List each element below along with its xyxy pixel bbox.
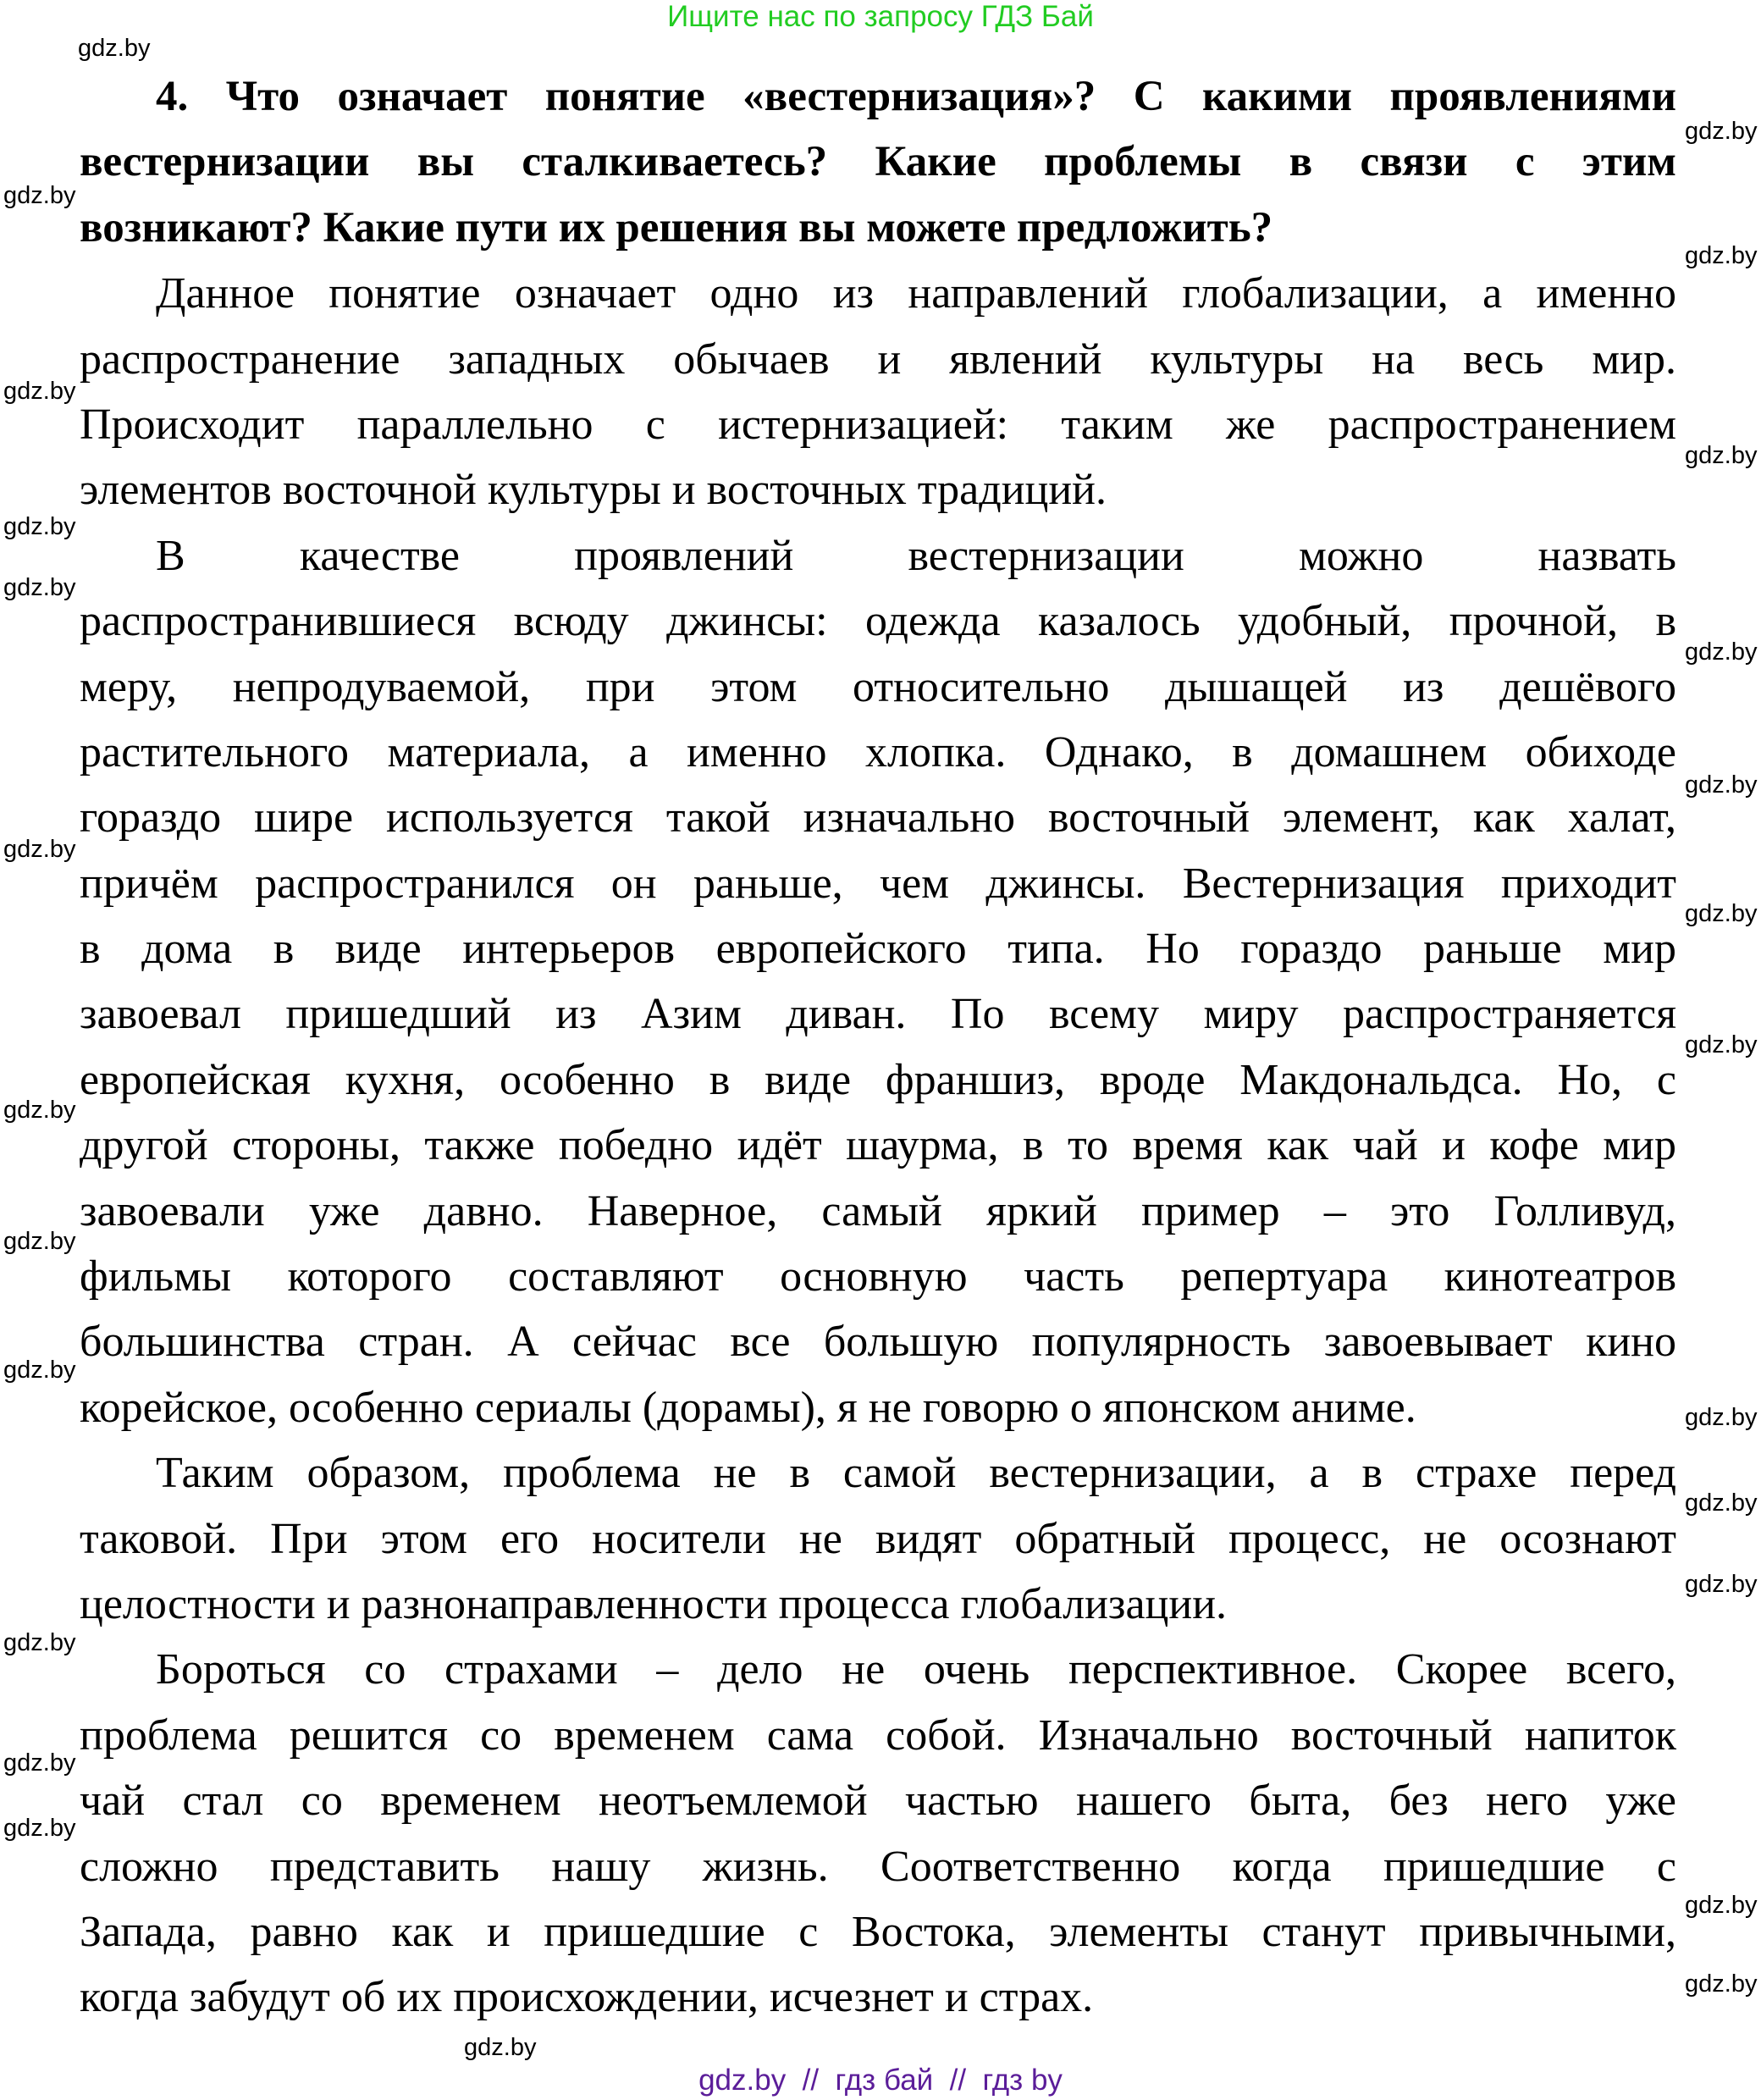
text-line: завоевали уже давно. Наверное, самый яркий пример – это Голливуд, <box>80 1186 1676 1235</box>
text-line: распространившиеся всюду джинсы: одежда казалось удобный, прочной, в <box>80 597 1676 646</box>
text-line: большинства стран. А сейчас все большую популярность завоевывает кино <box>80 1318 1676 1367</box>
text-line: таковой. При этом его носители не видят обратный процесс, не осознают <box>80 1514 1676 1563</box>
text-line: проблема решится со временем сама собой. Изначально восточный напиток <box>80 1710 1676 1760</box>
text-line: элементов восточной культуры и восточных традиций. <box>80 466 1107 515</box>
text-line: Бороться со страхами – дело не очень перспективное. Скорее всего, <box>156 1645 1676 1694</box>
watermark: gdz.by <box>464 2034 537 2061</box>
paragraph-3 <box>80 1440 1676 1637</box>
text-line: гораздо шире используется такой изначально восточный элемент, как халат, <box>80 793 1676 843</box>
text-line: Происходит параллельно с истернизацией: таким же распространением <box>80 400 1676 449</box>
watermark: gdz.by <box>1685 118 1758 145</box>
watermark: gdz.by <box>3 182 76 209</box>
heading-line: 4. Что означает понятие «вестернизация»? С какими проявлениями <box>156 73 1676 120</box>
text-line: распространение западных обычаев и явлений культуры на весь мир. <box>80 334 1676 384</box>
text-line: сложно представить нашу жизнь. Соответственно когда пришедшие с <box>80 1842 1676 1891</box>
watermark: gdz.by <box>3 836 76 863</box>
paragraph-1 <box>80 261 1676 523</box>
watermark: gdz.by <box>3 1357 76 1384</box>
watermark: gdz.by <box>1685 771 1758 799</box>
text-line: европейская кухня, особенно в виде франшиз, вроде Макдональдса. Но, с <box>80 1055 1676 1104</box>
watermark: gdz.by <box>1685 1489 1758 1517</box>
watermark: gdz.by <box>1685 242 1758 269</box>
watermark: gdz.by <box>1685 1571 1758 1598</box>
heading-line: вестернизации вы сталкиваетесь? Какие проблемы в связи с этим <box>80 138 1676 186</box>
watermark: gdz.by <box>1685 442 1758 469</box>
text-line: когда забудут об их происхождении, исчезнет и страх. <box>80 1973 1094 2022</box>
watermark: gdz.by <box>78 35 151 62</box>
text-line: Данное понятие означает одно из направлений глобализации, а именно <box>156 269 1676 318</box>
text-line: в дома в виде интерьеров европейского типа. Но гораздо раньше мир <box>80 925 1676 974</box>
text-line: меру, непродуваемой, при этом относительно дышащей из дешёвого <box>80 662 1676 711</box>
top-banner: Ищите нас по запросу ГДЗ Бай <box>667 0 1094 33</box>
text-line: целостности и разнонаправленности процесса глобализации. <box>80 1579 1228 1628</box>
text-line: завоевал пришедший из Азим диван. По всему миру распространяется <box>80 990 1676 1039</box>
text-line: другой стороны, также победно идёт шаурма, в то время как чай и кофе мир <box>80 1121 1676 1170</box>
watermark: gdz.by <box>3 1815 76 1842</box>
text-line: корейское, особенно сериалы (дорамы), я не говорю о японском аниме. <box>80 1383 1416 1432</box>
watermark: gdz.by <box>1685 900 1758 927</box>
watermark: gdz.by <box>3 574 76 601</box>
watermark: gdz.by <box>3 1629 76 1656</box>
watermark: gdz.by <box>3 1228 76 1255</box>
paragraph-2 <box>80 523 1676 1440</box>
watermark: gdz.by <box>1685 1031 1758 1058</box>
text-line: растительного материала, а именно хлопка. Однако, в домашнем обиходе <box>80 727 1676 776</box>
watermark: gdz.by <box>3 1749 76 1777</box>
watermark: gdz.by <box>1685 1892 1758 1919</box>
text-line: причём распространился он раньше, чем джинсы. Вестернизация приходит <box>80 859 1676 908</box>
heading-line: возникают? Какие пути их решения вы можете предложить? <box>80 203 1273 251</box>
text-line: фильмы которого составляют основную часть репертуара кинотеатров <box>80 1252 1676 1301</box>
text-line: Запада, равно как и пришедшие с Востока, элементы станут привычными, <box>80 1907 1676 1956</box>
document-body <box>80 64 1676 2031</box>
watermark: gdz.by <box>3 1097 76 1124</box>
question-heading <box>80 64 1676 261</box>
footer-links[interactable]: gdz.by // гдз бай // гдз by <box>698 2064 1063 2097</box>
watermark: gdz.by <box>1685 1404 1758 1431</box>
watermark: gdz.by <box>1685 1970 1758 1998</box>
watermark: gdz.by <box>3 513 76 540</box>
text-line: чай стал со временем неотъемлемой частью нашего быта, без него уже <box>80 1777 1676 1826</box>
text-line: В качестве проявлений вестернизации можно назвать <box>156 531 1676 580</box>
text-line: Таким образом, проблема не в самой вестернизации, а в страхе перед <box>156 1449 1676 1498</box>
paragraph-4 <box>80 1637 1676 2030</box>
watermark: gdz.by <box>1685 638 1758 666</box>
watermark: gdz.by <box>3 378 76 405</box>
